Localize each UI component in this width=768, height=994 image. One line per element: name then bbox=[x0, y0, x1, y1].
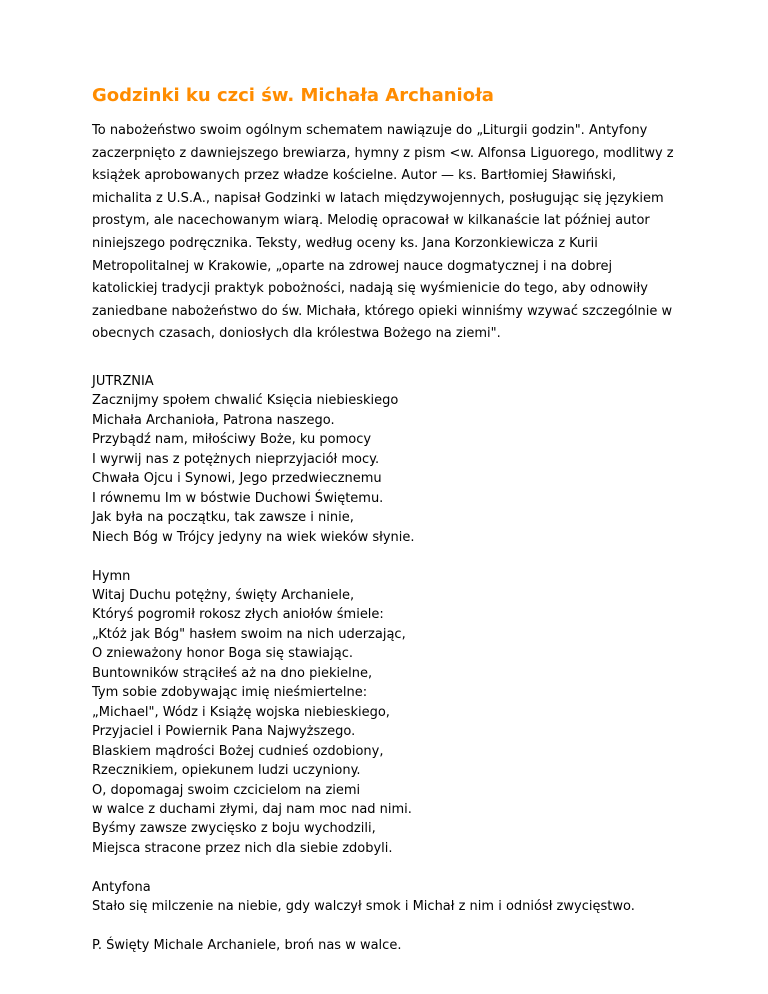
verse-line: Chwała Ojcu i Synowi, Jego przedwiecznemu bbox=[92, 471, 382, 487]
verse-line: Blaskiem mądrości Bożej cudnieś ozdobiony, bbox=[92, 743, 384, 759]
verse-line: Jak była na początku, tak zawsze i ninie, bbox=[92, 510, 354, 526]
verse-line: Przybądź nam, miłościwy Boże, ku pomocy bbox=[92, 432, 372, 448]
section-heading-antyfona: Antyfona bbox=[92, 879, 151, 895]
verse-line: Rzecznikiem, opiekunem ludzi uczyniony. bbox=[92, 763, 361, 779]
section-heading-hymn: Hymn bbox=[92, 568, 131, 584]
intro-line: zaczerpnięto z dawniejszego brewiarza, hymny z pism <w. Alfonsa Liguorego, modlitwy z bbox=[92, 145, 674, 161]
verse-line: Zacznijmy społem chwalić Księcia niebieskiego bbox=[92, 393, 399, 409]
jutrznia-section bbox=[92, 372, 742, 547]
verse-line: I równemu Im w bóstwie Duchowi Świętemu. bbox=[92, 490, 384, 506]
verse-line: Któryś pogromił rokosz złych aniołów śmiele: bbox=[92, 607, 384, 623]
antyfona-section bbox=[92, 878, 742, 917]
intro-line: niniejszego podręcznika. Teksty, według oceny ks. Jana Korzonkiewicza z Kurii bbox=[92, 235, 598, 251]
intro-line: Metropolitalnej w Krakowie, „oparte na zdrowej nauce dogmatycznej i na dobrej bbox=[92, 258, 613, 274]
intro-line: prostym, ale nacechowanym wiarą. Melodię opracował w kilkanaście lat później autor bbox=[92, 213, 650, 229]
intro-line: michalita z U.S.A., napisał Godzinki w latach międzywojennych, posługując się językiem bbox=[92, 190, 664, 206]
verse-line: Tym sobie zdobywając imię nieśmiertelne: bbox=[92, 685, 368, 701]
hymn-section bbox=[92, 567, 742, 859]
verse-line: Byśmy zawsze zwycięsko z boju wychodzili, bbox=[92, 821, 376, 837]
verse-line: Buntowników strąciłeś aż na dno piekielne, bbox=[92, 665, 373, 681]
section-heading-jutrznia: JUTRZNIA bbox=[92, 373, 154, 389]
verse-line: Witaj Duchu potężny, święty Archaniele, bbox=[92, 587, 355, 603]
verse-line: „Michael", Wódz i Książę wojska niebieskiego, bbox=[92, 704, 390, 720]
intro-paragraph bbox=[92, 120, 742, 346]
intro-line: katolickiej tradycji praktyk pobożności, nadają się wyśmienicie do tego, aby odnowiły bbox=[92, 281, 648, 297]
page-title: Godzinki ku czci św. Michała Archanioła bbox=[92, 85, 494, 106]
intro-line: obecnych czasach, doniosłych dla królestwa Bożego na ziemi". bbox=[92, 326, 501, 342]
prayer-line: P. Święty Michale Archaniele, broń nas w walce. bbox=[92, 938, 402, 954]
intro-line: To nabożeństwo swoim ogólnym schematem nawiązuje do „Liturgii godzin". Antyfony bbox=[92, 123, 648, 138]
document-page bbox=[92, 84, 742, 956]
verse-line: Przyjaciel i Powiernik Pana Najwyższego. bbox=[92, 724, 356, 740]
verse-line: I wyrwij nas z potężnych nieprzyjaciół mocy. bbox=[92, 451, 380, 467]
verse-line: w walce z duchami złymi, daj nam moc nad nimi. bbox=[92, 801, 412, 817]
prayer-section bbox=[92, 936, 742, 955]
verse-line: Stało się milczenie na niebie, gdy walczył smok i Michał z nim i odniósł zwycięstwo. bbox=[92, 899, 635, 915]
verse-line: O, dopomagaj swoim czcicielom na ziemi bbox=[92, 782, 361, 798]
verse-line: Niech Bóg w Trójcy jedyny na wiek wieków słynie. bbox=[92, 529, 415, 545]
intro-line: książek aprobowanych przez władze kościelne. Autor — ks. Bartłomiej Sławiński, bbox=[92, 168, 617, 184]
intro-line: zaniedbane nabożeństwo do św. Michała, którego opieki winniśmy wzywać szczególnie w bbox=[92, 303, 673, 319]
verse-line: Michała Archanioła, Patrona naszego. bbox=[92, 412, 335, 428]
verse-line: Miejsca stracone przez nich dla siebie zdobyli. bbox=[92, 840, 393, 856]
verse-line: „Któż jak Bóg" hasłem swoim na nich uderzając, bbox=[92, 626, 406, 642]
verse-line: O znieważony honor Boga się stawiając. bbox=[92, 646, 353, 662]
